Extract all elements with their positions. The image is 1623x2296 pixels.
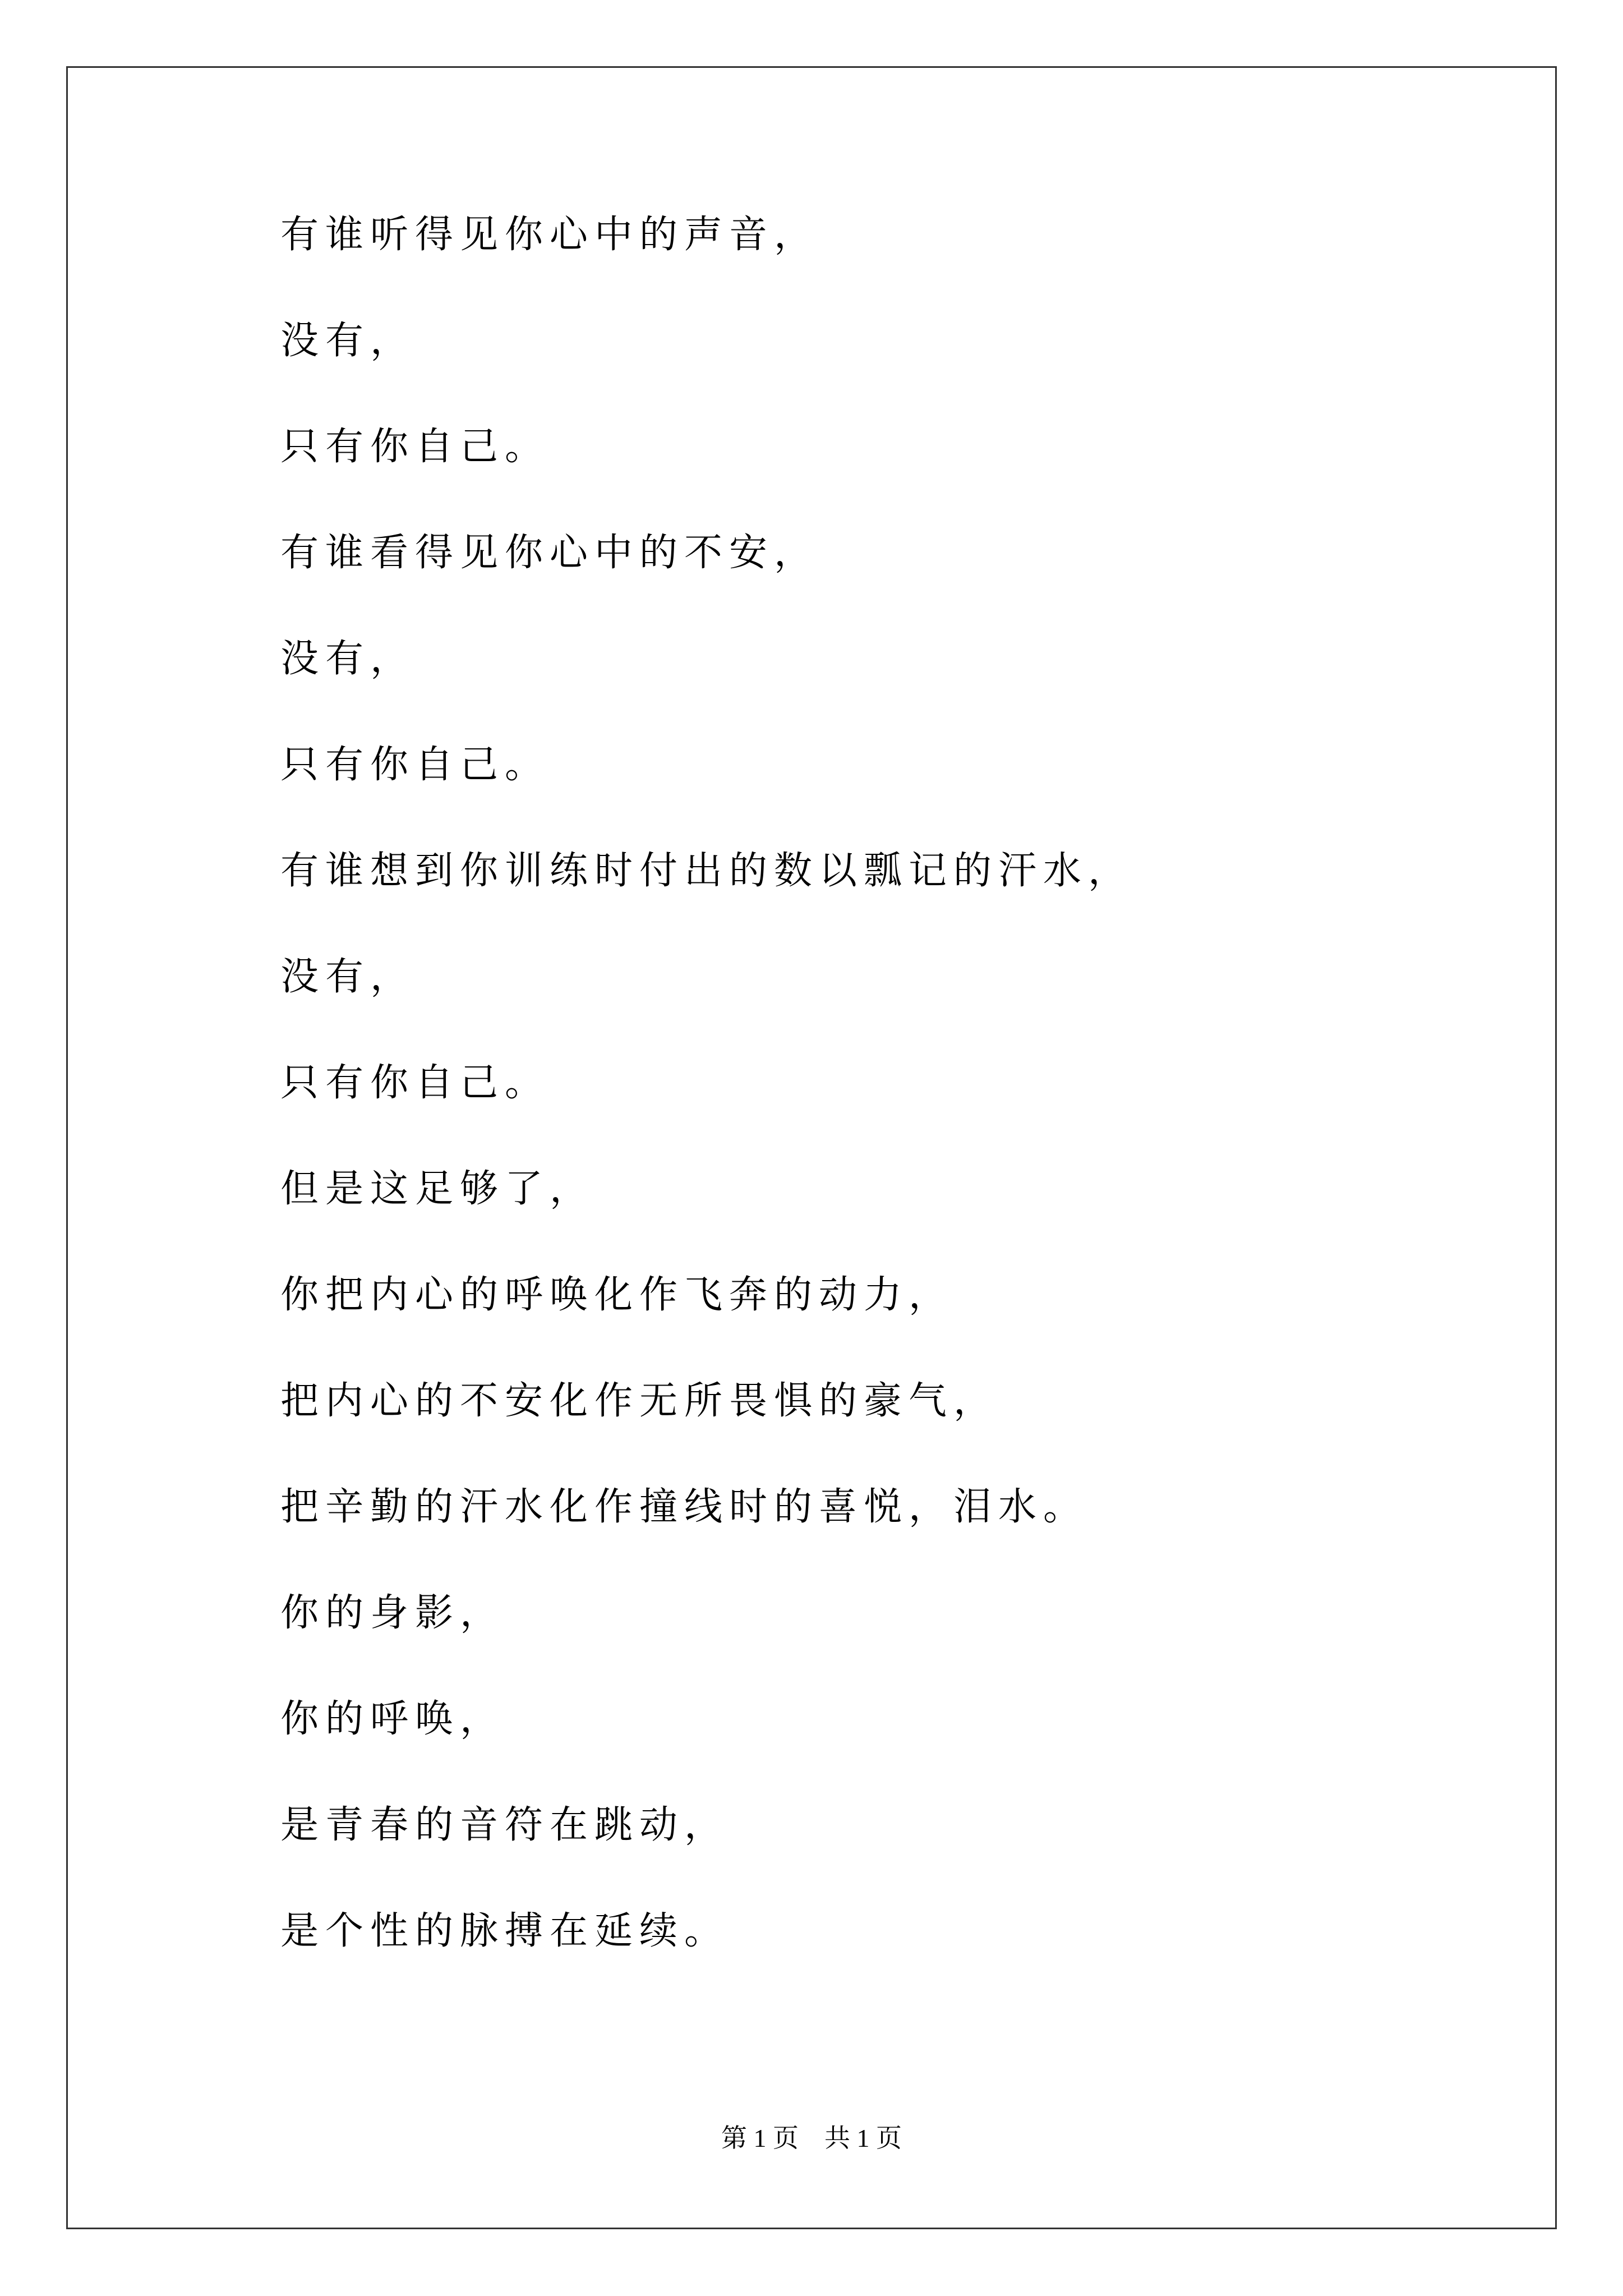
poem-line: 你的身影，	[280, 1591, 505, 1635]
poem-line: 把内心的不安化作无所畏惧的豪气，	[280, 1379, 999, 1423]
poem-line: 只有你自己。	[280, 425, 550, 469]
page-indicator: 第 1 页 共 1 页	[721, 2124, 902, 2152]
poem-line: 你把内心的呼唤化作飞奔的动力，	[280, 1273, 954, 1317]
poem-line: 你的呼唤，	[280, 1697, 505, 1741]
poem-line: 有谁想到你训练时付出的数以瓢记的汗水，	[280, 849, 1133, 893]
poem-body	[280, 213, 1133, 2018]
poem-line: 只有你自己。	[280, 1061, 550, 1105]
poem-line: 是青春的音符在跳动，	[280, 1803, 730, 1847]
poem-line: 只有你自己。	[280, 743, 550, 787]
poem-line: 有谁看得见你心中的不安，	[280, 531, 819, 575]
poem-line: 但是这足够了，	[280, 1167, 595, 1211]
poem-line: 没有，	[280, 955, 416, 999]
poem-line: 有谁听得见你心中的声音，	[280, 213, 819, 257]
poem-line: 把辛勤的汗水化作撞线时的喜悦，泪水。	[280, 1485, 1089, 1529]
poem-line: 没有，	[280, 637, 416, 681]
poem-line: 没有，	[280, 319, 416, 363]
poem-line: 是个性的脉搏在延续。	[280, 1909, 730, 1953]
